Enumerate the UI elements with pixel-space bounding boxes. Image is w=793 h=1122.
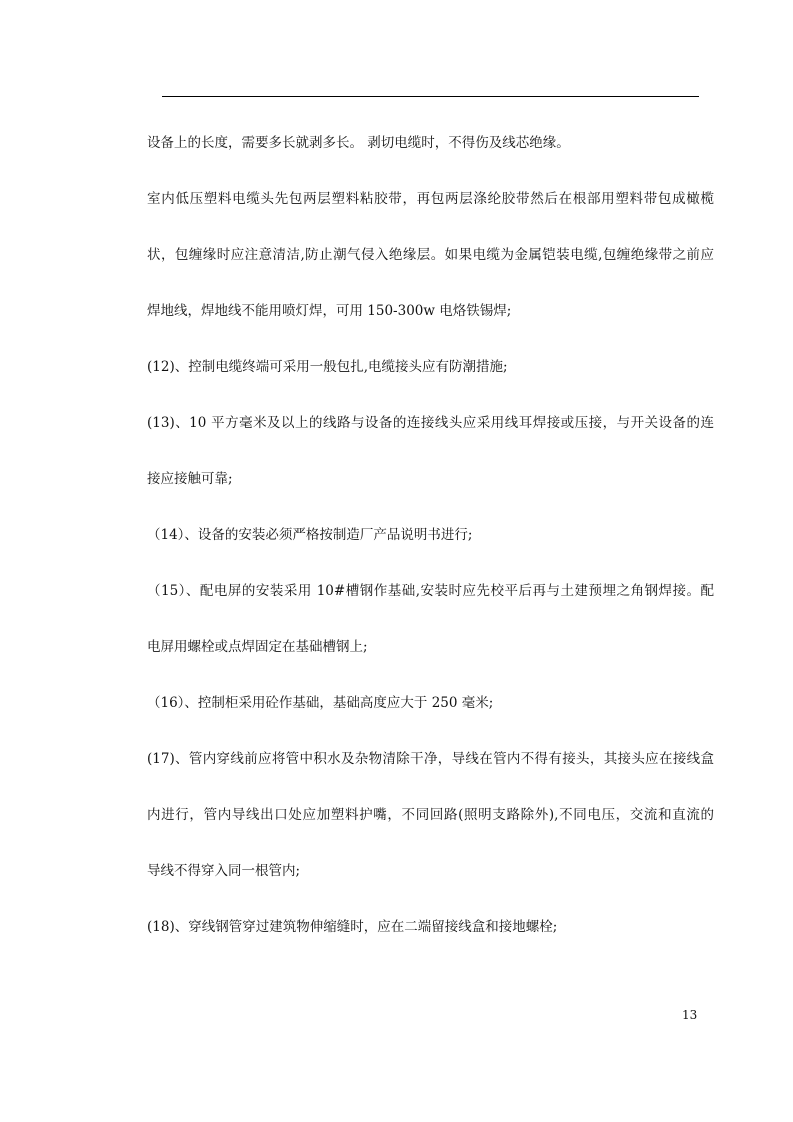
text-line: 设备上的长度，需要多长就剥多长。 剥切电缆时，不得伤及线芯绝缘。 xyxy=(147,135,570,151)
text-line: 电屏用螺栓或点焊固定在基础槽钢上; xyxy=(147,639,368,655)
text-line: 状，包缠缘时应注意清洁,防止潮气侵入绝缘层。如果电缆为金属铠装电缆,包缠绝缘带之前应 xyxy=(147,247,714,263)
text-line: 导线不得穿入同一根管内; xyxy=(147,863,301,879)
text-line: (13)、10 平方毫米及以上的线路与设备的连接线头应采用线耳焊接或压接，与开关设备的连 xyxy=(147,415,714,431)
text-line: 内进行，管内导线出口处应加塑料护嘴，不同回路(照明支路除外),不同电压，交流和直流的 xyxy=(147,807,714,823)
text-line: （16）、控制柜采用砼作基础，基础高度应大于 250 毫米; xyxy=(147,695,494,711)
text-line: (12)、控制电缆终端可采用一般包扎,电缆接头应有防潮措施; xyxy=(147,359,508,375)
text-line: 接应接触可靠; xyxy=(147,471,233,487)
header-rule xyxy=(162,96,699,97)
text-line: (17)、管内穿线前应将管中积水及杂物清除干净，导线在管内不得有接头，其接头应在接线盒 xyxy=(147,751,714,767)
text-line: （14）、设备的安装必须严格按制造厂产品说明书进行; xyxy=(147,527,473,543)
page-number: 13 xyxy=(682,1008,698,1022)
text-line: 焊地线，焊地线不能用喷灯焊，可用 150-300w 电烙铁锡焊; xyxy=(147,303,512,319)
text-line: 室内低压塑料电缆头先包两层塑料粘胶带，再包两层涤纶胶带然后在根部用塑料带包成橄榄 xyxy=(147,191,714,207)
text-line: （15）、配电屏的安装采用 10#槽钢作基础,安装时应先校平后再与土建预埋之角钢焊接。配 xyxy=(147,583,714,599)
text-line: (18)、穿线钢管穿过建筑物伸缩缝时，应在二端留接线盒和接地螺栓; xyxy=(147,919,558,935)
